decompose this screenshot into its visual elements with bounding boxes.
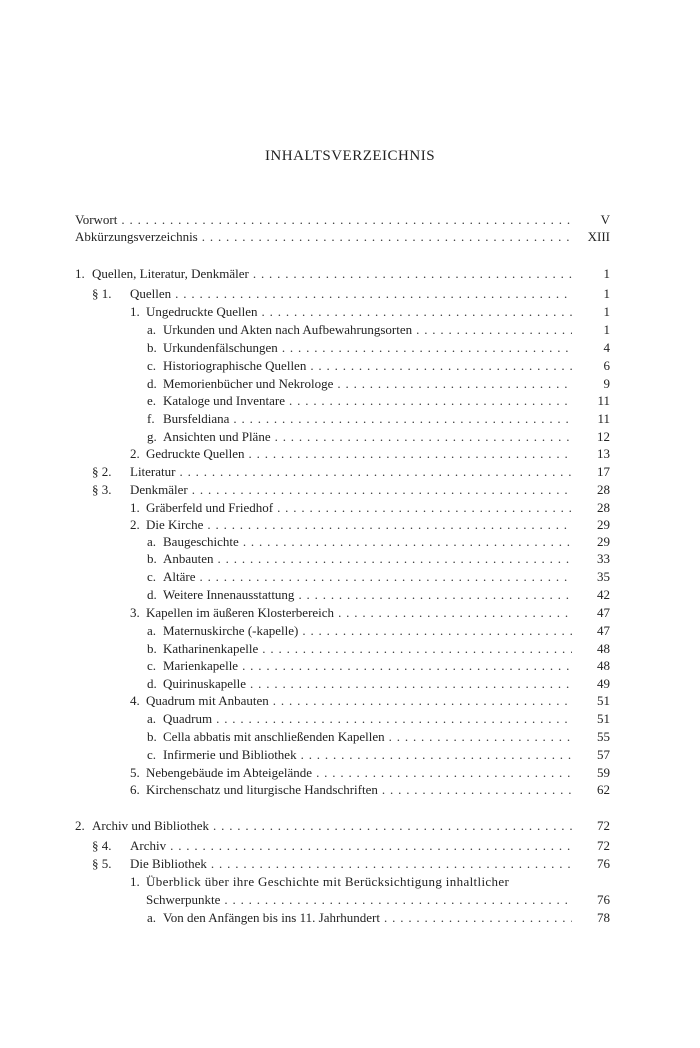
toc-entry-page: 9: [603, 376, 610, 391]
toc-entry-number: 1.: [130, 500, 140, 515]
dot-leader: [212, 710, 572, 727]
toc-entry-label: Bursfeldiana: [163, 411, 230, 426]
toc-entry-number: a.: [147, 623, 157, 638]
toc-entry-page: 78: [597, 910, 610, 925]
toc-entry-page: 51: [597, 693, 610, 708]
toc-entry: [147, 746, 610, 763]
toc-entry: [130, 499, 610, 516]
dot-leader: [412, 321, 572, 338]
dot-leader: [378, 781, 572, 798]
toc-entry: [147, 339, 610, 356]
toc-entry-label: Marienkapelle: [163, 658, 239, 673]
toc-entry-page: XIII: [587, 229, 610, 244]
toc-entry-label: Schwerpunkte: [146, 892, 221, 907]
toc-entry-page: 76: [597, 892, 610, 907]
toc-entry-number: c.: [147, 569, 157, 584]
toc-entry-number: d.: [147, 676, 157, 691]
toc-entry-label: Katharinenkapelle: [163, 641, 259, 656]
toc-entry-page: 1: [603, 286, 610, 301]
toc-entry-label: Weitere Innenausstattung: [163, 587, 295, 602]
toc-entry-number: g.: [147, 429, 157, 444]
toc-entry: [147, 657, 610, 674]
toc-entry: [147, 675, 610, 692]
toc-entry: [75, 817, 610, 834]
dot-leader: [271, 428, 572, 445]
dot-leader: [239, 533, 572, 550]
toc-entry: [130, 781, 610, 798]
toc-entry-label: Von den Anfängen bis ins 11. Jahrhundert: [163, 910, 381, 925]
dot-leader: [245, 445, 572, 462]
toc-entry-number: c.: [147, 358, 157, 373]
toc-entry-number: 3.: [130, 605, 140, 620]
toc-entry-page: 13: [597, 446, 610, 461]
toc-entry-page: 11: [597, 393, 610, 408]
toc-entry-number: b.: [147, 340, 157, 355]
toc-entry: [130, 692, 610, 709]
toc-entry-number: d.: [147, 376, 157, 391]
toc-entry-number: 1.: [130, 874, 140, 889]
dot-leader: [246, 675, 572, 692]
toc-entry: [147, 550, 610, 567]
dot-leader: [229, 410, 572, 427]
toc-entry-page: 1: [603, 322, 610, 337]
toc-entry-page: 47: [597, 605, 610, 620]
toc-entry-number: § 2.: [92, 464, 112, 479]
dot-leader: [175, 463, 572, 480]
dot-leader: [278, 339, 572, 356]
toc-entry-number: § 4.: [92, 838, 112, 853]
toc-entry-number: f.: [147, 411, 155, 426]
dot-leader: [380, 909, 572, 926]
dot-leader: [306, 357, 572, 374]
toc-entry-label: Cella abbatis mit anschließenden Kapellen: [163, 729, 385, 744]
dot-leader: [195, 568, 572, 585]
toc-entry: [147, 586, 610, 603]
toc-entry-number: a.: [147, 711, 157, 726]
toc-entry-number: 6.: [130, 782, 140, 797]
toc-entry-number: b.: [147, 551, 157, 566]
toc-entry-page: 57: [597, 747, 610, 762]
toc-entry: [92, 855, 610, 872]
toc-entry-label: Ungedruckte Quellen: [146, 304, 258, 319]
toc-entry-label: Denkmäler: [130, 482, 188, 497]
dot-leader: [297, 746, 572, 763]
toc-entry-page: 62: [597, 782, 610, 797]
toc-entry-label: Gedruckte Quellen: [146, 446, 245, 461]
toc-entry-page: 12: [597, 429, 610, 444]
toc-entry: [130, 303, 610, 320]
toc-entry-number: 2.: [130, 517, 140, 532]
toc-entry-page: 29: [597, 534, 610, 549]
toc-entry-label: Archiv: [130, 838, 167, 853]
dot-leader: [166, 837, 572, 854]
toc-entry-label: Die Bibliothek: [130, 856, 207, 871]
toc-entry-page: 6: [603, 358, 610, 373]
toc-entry-number: a.: [147, 534, 157, 549]
toc-entry-label: Literatur: [130, 464, 176, 479]
toc-entry-number: § 3.: [92, 482, 112, 497]
toc-entry: [147, 728, 610, 745]
toc-entry-label: Quadrum mit Anbauten: [146, 693, 269, 708]
toc-entry-page: 1: [603, 304, 610, 319]
toc-entry-number: b.: [147, 729, 157, 744]
toc-entry-page: 59: [597, 765, 610, 780]
toc-entry-page: 29: [597, 517, 610, 532]
toc-entry-label: Quellen, Literatur, Denkmäler: [92, 266, 249, 281]
toc-entry-number: 2.: [130, 446, 140, 461]
toc-entry-page: 4: [603, 340, 610, 355]
toc-entry-number: b.: [147, 641, 157, 656]
toc-entry-page: 11: [597, 411, 610, 426]
dot-leader: [294, 586, 572, 603]
toc-entry: [92, 463, 610, 480]
toc-entry-label: Quadrum: [163, 711, 213, 726]
toc-entry-number: d.: [147, 587, 157, 602]
toc-entry: [147, 392, 610, 409]
toc-entry: [147, 909, 610, 926]
dot-leader: [203, 516, 572, 533]
toc-entry-label: Memorienbücher und Nekrologe: [163, 376, 334, 391]
toc-entry-number: § 1.: [92, 286, 112, 301]
toc-entry: [147, 622, 610, 639]
toc-entry: [147, 640, 610, 657]
dot-leader: [258, 640, 572, 657]
toc-entry: [147, 357, 610, 374]
toc-entry-label: Anbauten: [163, 551, 214, 566]
toc-entry-page: 55: [597, 729, 610, 744]
dot-leader: [312, 764, 572, 781]
toc-entry-page: 48: [597, 658, 610, 673]
toc-entry-page: 42: [597, 587, 610, 602]
toc-entry: [130, 445, 610, 462]
dot-leader: [333, 375, 572, 392]
toc-entry: [92, 285, 610, 302]
toc-entry-label: Historiographische Quellen: [163, 358, 307, 373]
dot-leader: [209, 817, 572, 834]
toc-entry-page: 72: [597, 838, 610, 853]
toc-entry: [75, 265, 610, 282]
toc-entry: [147, 428, 610, 445]
toc-entry-label: Überblick über ihre Geschichte mit Berücksichtigung inhaltlicher: [146, 874, 510, 889]
dot-leader: [238, 657, 572, 674]
dot-leader: [220, 891, 572, 908]
toc-entry: [147, 321, 610, 338]
toc-entry-label: Vorwort: [75, 212, 118, 227]
toc-entry-label: Kapellen im äußeren Klosterbereich: [146, 605, 335, 620]
toc-entry-page: 28: [597, 500, 610, 515]
toc-entry: [130, 516, 610, 533]
toc-entry: [146, 891, 610, 908]
dot-leader: [214, 550, 572, 567]
dot-leader: [249, 265, 572, 282]
toc-entry: [75, 228, 610, 245]
toc-entry-label: Kataloge und Inventare: [163, 393, 286, 408]
dot-leader: [385, 728, 572, 745]
dot-leader: [298, 622, 572, 639]
toc-entry-label: Nebengebäude im Abteigelände: [146, 765, 313, 780]
toc-entry-number: c.: [147, 747, 157, 762]
toc-entry: [130, 604, 610, 621]
toc-entry-label: Gräberfeld und Friedhof: [146, 500, 274, 515]
toc-entry-page: 51: [597, 711, 610, 726]
toc-entry-label: Kirchenschatz und liturgische Handschriften: [146, 782, 378, 797]
toc-entry-label: Archiv und Bibliothek: [92, 818, 209, 833]
page-title: INHALTSVERZEICHNIS: [264, 148, 436, 164]
toc-entry-page: 28: [597, 482, 610, 497]
dot-leader: [117, 211, 572, 228]
dot-leader: [171, 285, 572, 302]
toc-entry-page: 47: [597, 623, 610, 638]
toc-entry-number: c.: [147, 658, 157, 673]
toc-entry-number: § 5.: [92, 856, 112, 871]
toc-entry-label: Infirmerie und Bibliothek: [163, 747, 297, 762]
toc-entry-number: e.: [147, 393, 157, 408]
toc-entry: [92, 837, 610, 854]
toc-entry-page: 35: [597, 569, 610, 584]
toc-entry: [75, 211, 610, 228]
toc-entry-label: Quellen: [130, 286, 172, 301]
dot-leader: [198, 228, 572, 245]
toc-entry: [147, 375, 610, 392]
dot-leader: [269, 692, 572, 709]
toc-entry-page: 49: [597, 676, 610, 691]
toc-entry-page: 1: [603, 266, 610, 281]
toc-entry-label: Baugeschichte: [163, 534, 239, 549]
toc-entry-page: 72: [597, 818, 610, 833]
toc-entry-label: Quirinuskapelle: [163, 676, 247, 691]
dot-leader: [285, 392, 572, 409]
toc-entry-label: Urkunden und Akten nach Aufbewahrungsorten: [163, 322, 413, 337]
dot-leader: [207, 855, 572, 872]
toc-entry-page: V: [600, 212, 610, 227]
toc-entry-label: Abkürzungsverzeichnis: [75, 229, 198, 244]
toc-entry-page: 17: [597, 464, 610, 479]
dot-leader: [188, 481, 572, 498]
toc-entry-number: 1.: [75, 266, 85, 281]
toc-entry-label: Die Kirche: [146, 517, 204, 532]
toc-entry-page: 76: [597, 856, 610, 871]
toc-entry-number: 5.: [130, 765, 140, 780]
toc-entry-number: 1.: [130, 304, 140, 319]
toc-entry: [92, 481, 610, 498]
toc-entry-page: 33: [597, 551, 610, 566]
dot-leader: [334, 604, 572, 621]
toc-entry: [147, 568, 610, 585]
dot-leader: [273, 499, 572, 516]
toc-entry-number: a.: [147, 910, 157, 925]
toc-entry-number: 2.: [75, 818, 85, 833]
toc-entry-label: Maternuskirche (-kapelle): [163, 623, 299, 638]
dot-leader: [258, 303, 572, 320]
toc-entry-label: Altäre: [163, 569, 196, 584]
toc-entry-number: 4.: [130, 693, 140, 708]
toc-entry: [130, 764, 610, 781]
toc-entry: [147, 533, 610, 550]
toc-entry-label: Ansichten und Pläne: [163, 429, 271, 444]
toc-entry: [130, 873, 610, 890]
toc-entry-page: 48: [597, 641, 610, 656]
toc-entry: [147, 710, 610, 727]
toc-entry-number: a.: [147, 322, 157, 337]
toc-entry: [147, 410, 610, 427]
toc-entry-label: Urkundenfälschungen: [163, 340, 278, 355]
